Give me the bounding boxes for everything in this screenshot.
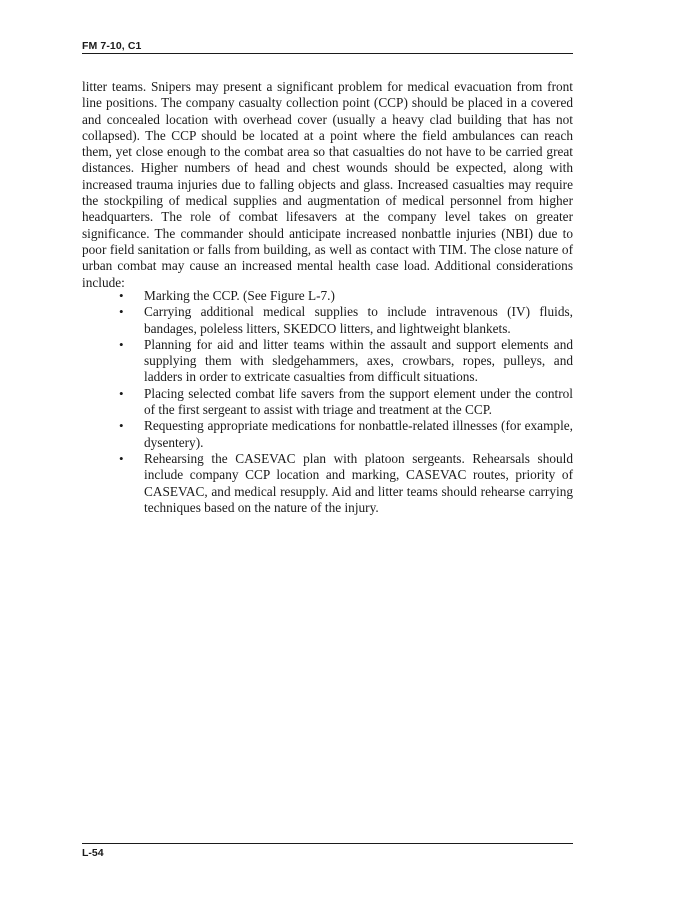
- list-item: [82, 337, 573, 386]
- bullet-icon: •: [119, 418, 124, 434]
- list-item-text: Requesting appropriate medications for nonbattle-related illnesses (for example, dysentery).: [144, 418, 573, 450]
- list-item-text: Rehearsing the CASEVAC plan with platoon sergeants. Rehearsals should include company CCP location and marking, CASEVAC routes, priority of CASEVAC, and medical resupply. Aid and litter teams should rehearse carrying techniques based on the nature of the injury.: [144, 450, 573, 515]
- list-item: [82, 451, 573, 516]
- body-paragraph: litter teams. Snipers may present a significant problem for medical evacuation from front line positions. The company casualty collection point (CCP) should be placed in a covered and concealed location with overhead cover (usually a heavy clad building that has not collapsed). The CCP should be located at a point where the field ambulances can reach them, yet close enough to the combat area so that casualties do not have to be carried great distances. Higher numbers of head and chest wounds should be expected, along with increased trauma injuries due to falling objects and glass. Increased casualties may require the stockpiling of medical supplies and augmentation of medical personnel from higher headquarters. The role of combat lifesavers at the company level takes on greater significance. The commander should anticipate increased nonbattle injuries (NBI) due to poor field sanitation or falls from building, as well as contact with TIM. The close nature of urban combat may cause an increased mental health case load. Additional considerations include:: [82, 79, 573, 290]
- list-item-text: Marking the CCP. (See Figure L-7.): [144, 288, 335, 303]
- footer-divider: [82, 843, 573, 844]
- list-item-text: Planning for aid and litter teams within the assault and support elements and supplying them with sledgehammers, axes, crowbars, ropes, pulleys, and ladders in order to extricate casualties from difficult situations.: [144, 336, 573, 385]
- bullet-icon: •: [119, 385, 124, 401]
- considerations-list: [82, 288, 573, 516]
- page-number: L-54: [82, 847, 104, 859]
- list-item-text: Carrying additional medical supplies to include intravenous (IV) fluids, bandages, poleless litters, SKEDCO litters, and lightweight blankets.: [144, 304, 573, 336]
- list-item: [82, 386, 573, 419]
- running-header: FM 7-10, C1: [82, 40, 142, 52]
- bullet-icon: •: [119, 336, 124, 352]
- bullet-icon: •: [119, 304, 124, 320]
- header-divider: [82, 53, 573, 54]
- list-item-text: Placing selected combat life savers from the support element under the control of the first sergeant to assist with triage and treatment at the CCP.: [144, 385, 573, 418]
- list-item: [82, 288, 573, 304]
- bullet-icon: •: [119, 288, 124, 303]
- list-item: [82, 418, 573, 451]
- list-item: [82, 304, 573, 337]
- bullet-icon: •: [119, 450, 124, 466]
